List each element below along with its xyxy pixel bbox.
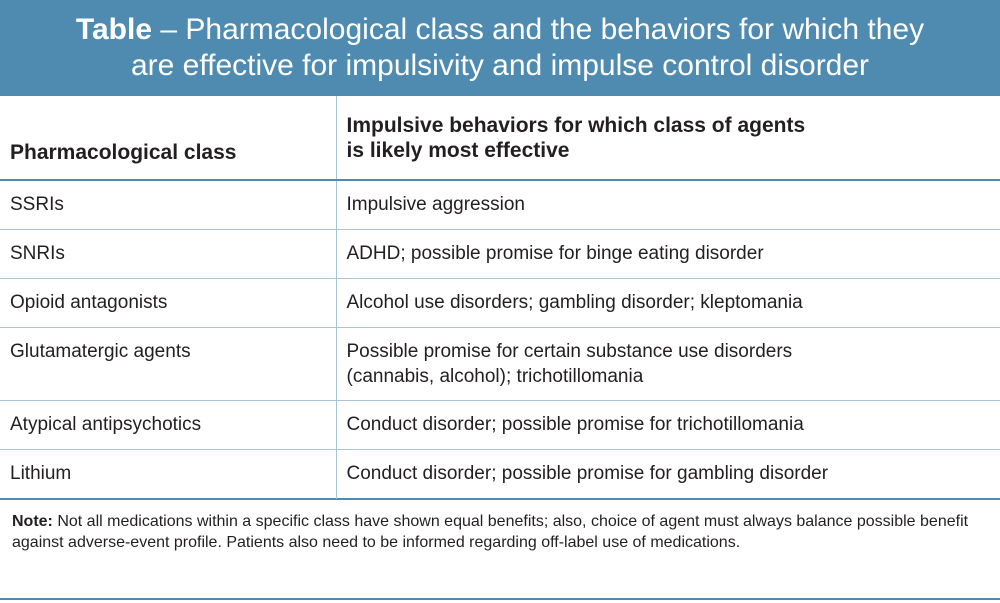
header-pharmacological-class: Pharmacological class — [0, 96, 336, 180]
table-title-line-1 — [0, 12, 1000, 48]
table-title-line-2: are effective for impulsivity and impulse control disorder — [130, 49, 870, 82]
cell-class: Glutamatergic agents — [0, 327, 336, 400]
table-row — [0, 327, 1000, 400]
header-impulsive-behaviors-line-2: is likely most effective — [346, 139, 570, 162]
table-header-row — [0, 96, 1000, 180]
cell-class: Atypical antipsychotics — [0, 400, 336, 449]
table-row — [0, 180, 1000, 229]
cell-class: SNRIs — [0, 229, 336, 278]
bottom-rule — [0, 598, 1000, 600]
cell-behaviors: Alcohol use disorders; gambling disorder; kleptomania — [336, 278, 1000, 327]
table-title-text-1: – Pharmacological class and the behaviors for which they — [152, 13, 925, 46]
cell-class: Opioid antagonists — [0, 278, 336, 327]
cell-behaviors: ADHD; possible promise for binge eating disorder — [336, 229, 1000, 278]
table-row — [0, 400, 1000, 449]
header-impulsive-behaviors — [336, 96, 1000, 180]
cell-behaviors — [336, 327, 1000, 400]
header-impulsive-behaviors-line-1: Impulsive behaviors for which class of agents — [346, 114, 806, 137]
cell-behaviors-line-1: Possible promise for certain substance use disorders — [346, 340, 793, 362]
table-title-lead: Table — [75, 13, 153, 46]
cell-behaviors: Conduct disorder; possible promise for trichotillomania — [336, 400, 1000, 449]
cell-behaviors: Conduct disorder; possible promise for gambling disorder — [336, 449, 1000, 499]
cell-class: Lithium — [10, 462, 72, 484]
note-label: Note: — [12, 513, 53, 530]
table-note — [12, 511, 992, 553]
table-row — [0, 449, 1000, 499]
table-row — [0, 278, 1000, 327]
pharmacology-table — [0, 96, 1000, 499]
cell-behaviors: Impulsive aggression — [336, 180, 1000, 229]
cell-class: SSRIs — [0, 180, 336, 229]
table-title — [0, 0, 1000, 96]
cell-behaviors-line-2: (cannabis, alcohol); trichotillomania — [346, 365, 644, 387]
note-text: Not all medications within a specific class have shown equal benefits; also, choice of agent must always balance possible benefit against adverse-event profile. Patients also need to be informed regarding off-label use of medications. — [12, 513, 969, 551]
table-body-area — [0, 96, 1000, 500]
table-row — [0, 229, 1000, 278]
